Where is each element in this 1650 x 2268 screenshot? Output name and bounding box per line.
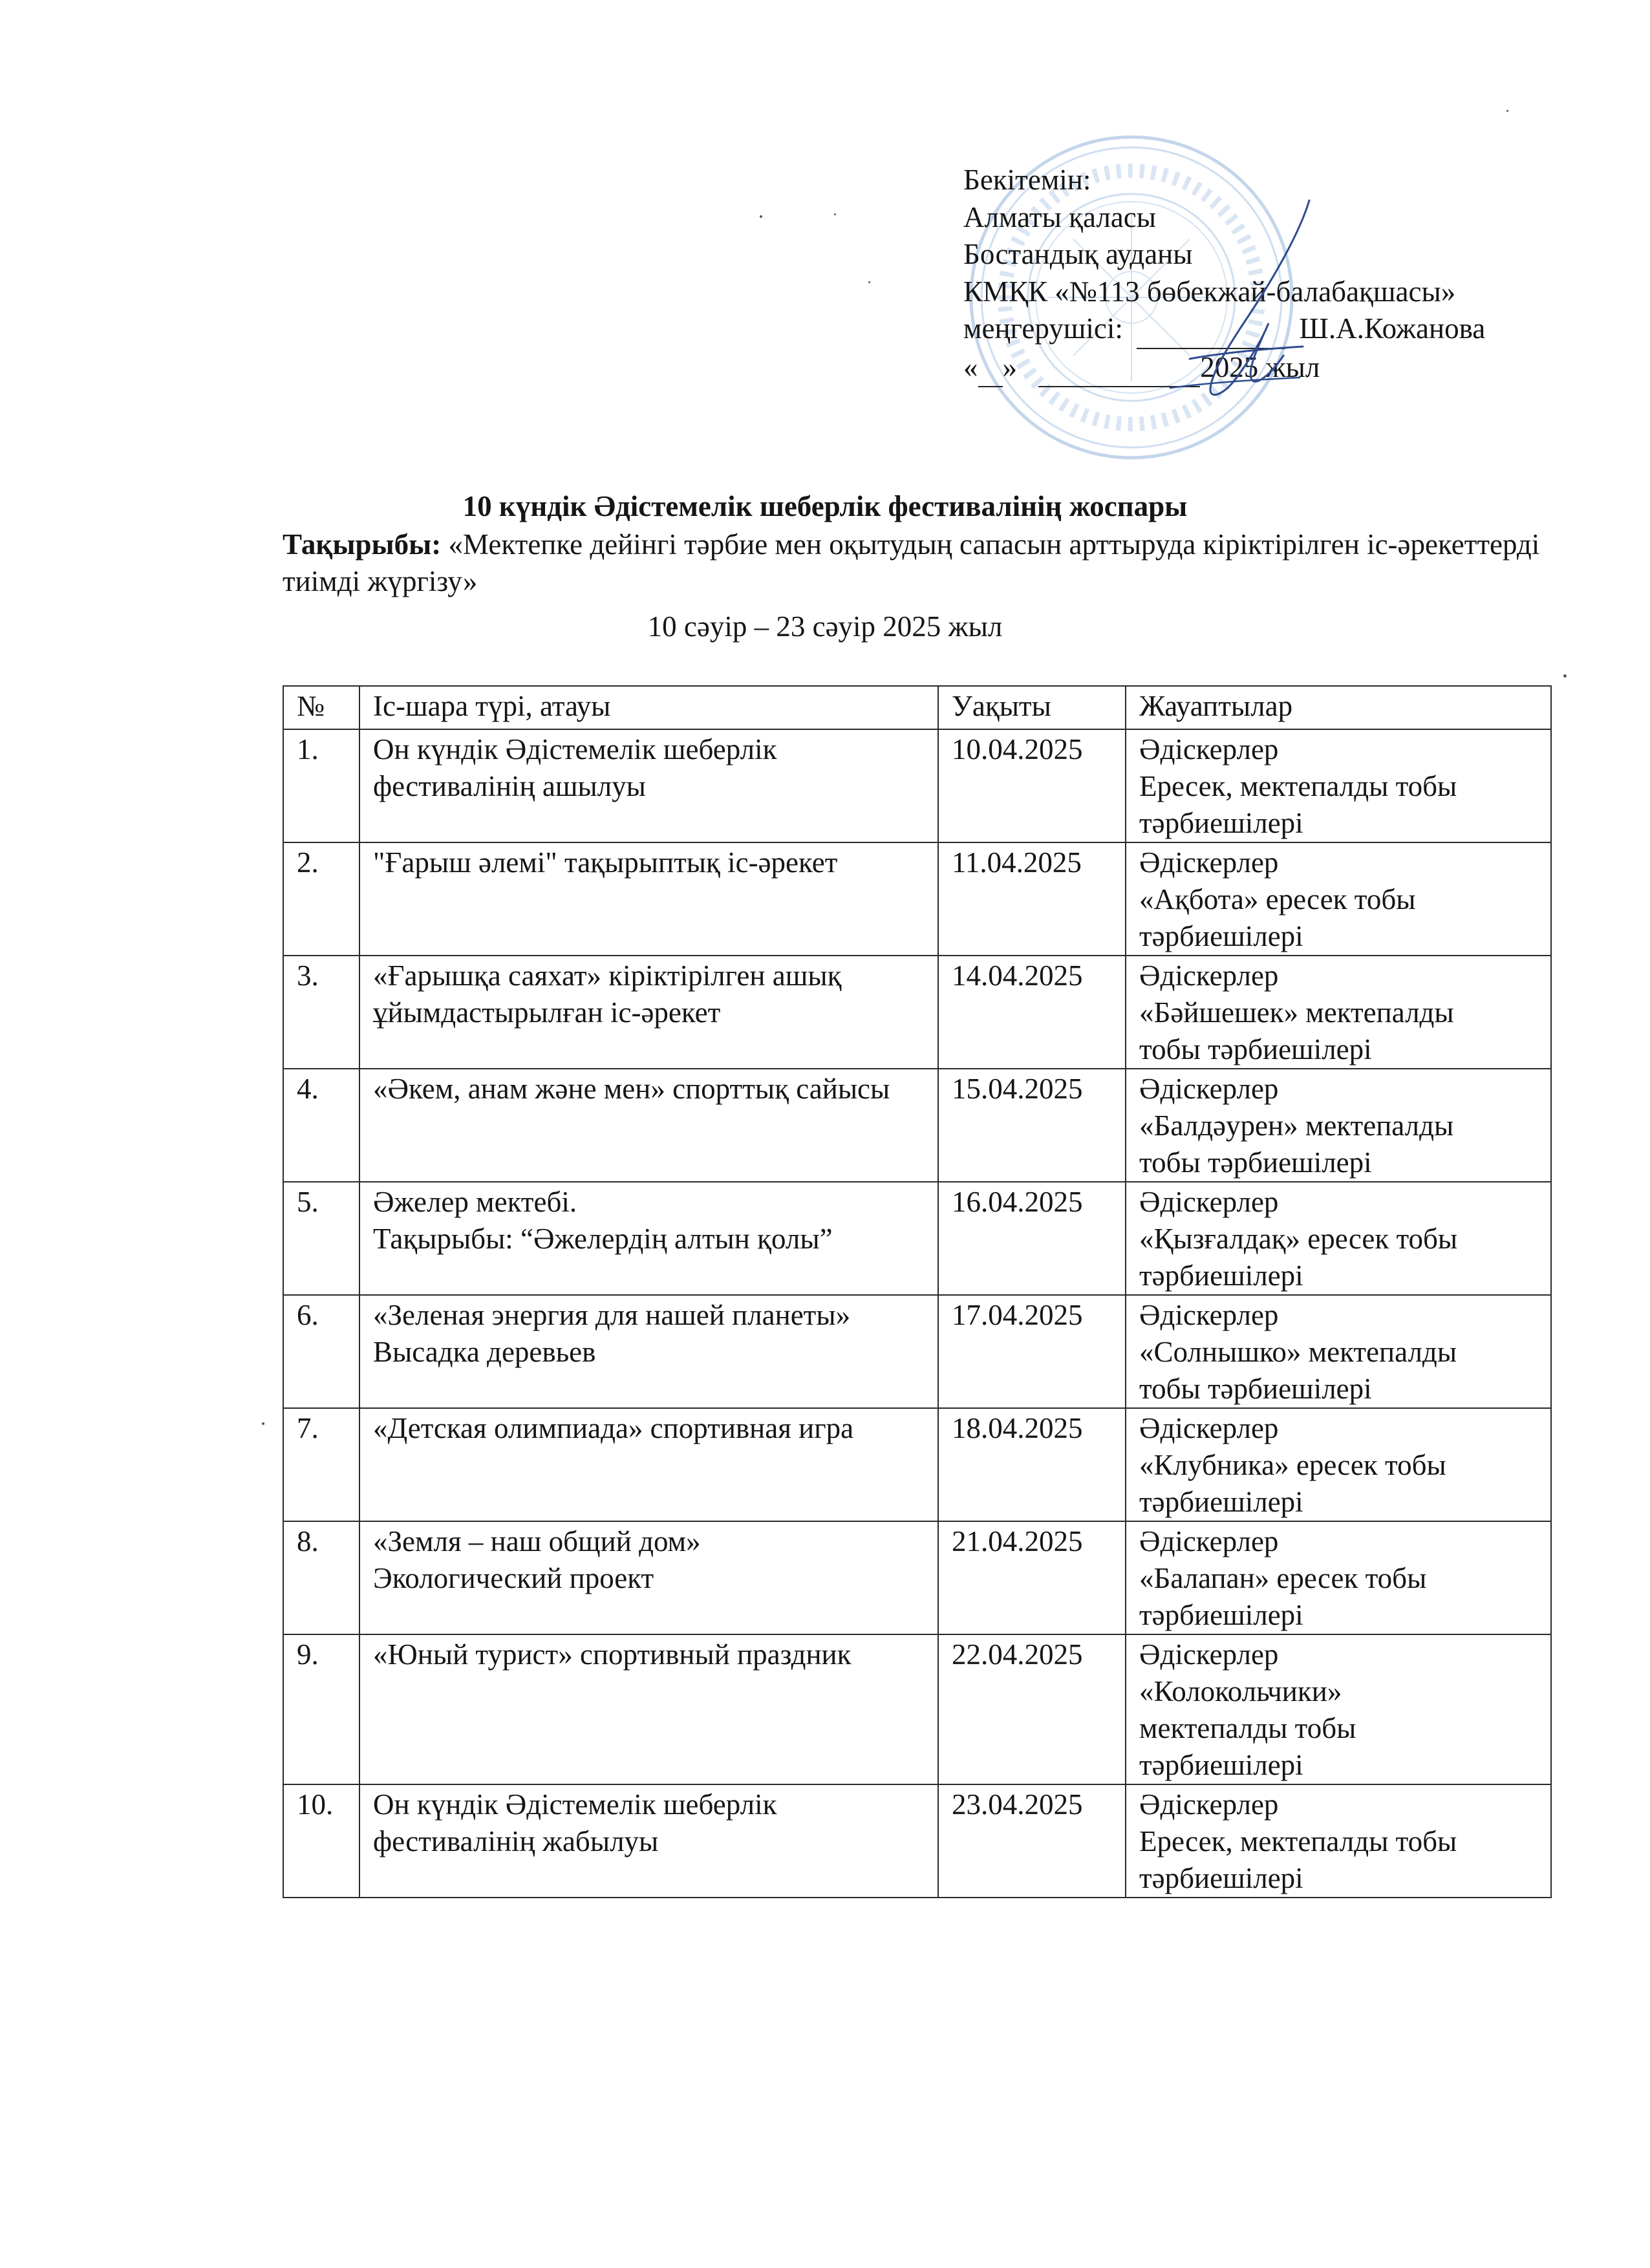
row-number: 8. [283, 1521, 359, 1634]
table-row [283, 1182, 1551, 1295]
head-name: Ш.А.Кожанова [1299, 312, 1486, 345]
event-date: 17.04.2025 [938, 1295, 1126, 1408]
row-number: 5. [283, 1182, 359, 1295]
event-name: «Юный турист» спортивный праздник [359, 1634, 938, 1784]
responsible-line: тобы тәрбиешілері [1139, 1373, 1372, 1405]
responsible-line: «Колокольчики» [1139, 1675, 1342, 1707]
table-row [283, 1069, 1551, 1182]
responsible-cell [1126, 1784, 1551, 1898]
responsible-cell [1126, 1521, 1551, 1634]
responsible-line: Ересек, мектепалды тобы [1139, 1825, 1457, 1857]
responsible-line: Ересек, мектепалды тобы [1139, 770, 1457, 802]
date-year: 2025 жыл [1200, 350, 1320, 383]
header-event: Іс-шара түрі, атауы [359, 686, 938, 729]
responsible-line: Әдіскерлер [1139, 1788, 1279, 1821]
event-name: «Земля – наш общий дом» Экологический проект [359, 1521, 938, 1634]
date-range: 10 сәуір – 23 сәуір 2025 жыл [647, 610, 1003, 643]
responsible-cell [1126, 1182, 1551, 1295]
responsible-line: тәрбиешілері [1139, 1862, 1303, 1894]
responsible-line: «Балапан» ересек тобы [1139, 1562, 1427, 1594]
topic-label: Тақырыбы: [283, 528, 442, 561]
table-row [283, 1521, 1551, 1634]
responsible-line: «Солнышко» мектепалды [1139, 1336, 1457, 1368]
header-responsible: Жауаптылар [1126, 686, 1551, 729]
plan-table [283, 685, 1552, 1898]
responsible-line: тәрбиешілері [1139, 920, 1303, 952]
scan-speck [868, 281, 870, 283]
event-date: 16.04.2025 [938, 1182, 1126, 1295]
row-number: 4. [283, 1069, 359, 1182]
table-body [283, 729, 1551, 1898]
responsible-cell [1126, 1634, 1551, 1784]
event-date: 11.04.2025 [938, 842, 1126, 956]
date-open-quote: « [963, 350, 978, 383]
document-title: 10 күндік Әдістемелік шеберлік фестивалінің жоспары [462, 490, 1188, 522]
responsible-line: «Клубника» ересек тобы [1139, 1449, 1446, 1481]
responsible-line: тәрбиешілері [1139, 1259, 1303, 1292]
responsible-line: «Бәйшешек» мектепалды [1139, 996, 1454, 1029]
responsible-line: тәрбиешілері [1139, 1486, 1303, 1518]
row-number: 3. [283, 956, 359, 1069]
scan-speck [760, 215, 762, 218]
responsible-line: «Ақбота» ересек тобы [1139, 883, 1416, 915]
event-name: «Детская олимпиада» спортивная игра [359, 1408, 938, 1521]
responsible-line: Әдіскерлер [1139, 846, 1279, 879]
table-row [283, 729, 1551, 842]
event-date: 14.04.2025 [938, 956, 1126, 1069]
responsible-cell [1126, 1295, 1551, 1408]
responsible-cell [1126, 956, 1551, 1069]
row-number: 10. [283, 1784, 359, 1898]
event-name: Әжелер мектебі. Тақырыбы: “Әжелердің алтын қолы” [359, 1182, 938, 1295]
scan-speck [1563, 674, 1567, 678]
row-number: 7. [283, 1408, 359, 1521]
responsible-line: мектепалды тобы [1139, 1712, 1356, 1744]
event-name: Он күндік Әдістемелік шеберлік фестивалінің жабылуы [359, 1784, 938, 1898]
event-date: 21.04.2025 [938, 1521, 1126, 1634]
approval-line: КМҚК «№113 бөбекжай-балабақшасы» [963, 275, 1456, 308]
row-number: 1. [283, 729, 359, 842]
responsible-cell [1126, 842, 1551, 956]
table-row [283, 1408, 1551, 1521]
responsible-line: тәрбиешілері [1139, 1749, 1303, 1781]
approval-line: Бекітемін: [963, 164, 1091, 196]
table-row [283, 1634, 1551, 1784]
event-name: «Әкем, анам және мен» спорттық сайысы [359, 1069, 938, 1182]
event-name: «Ғарышқа саяхат» кіріктірілген ашық ұйымдастырылған іс-әрекет [359, 956, 938, 1069]
responsible-cell [1126, 1069, 1551, 1182]
table-row [283, 1784, 1551, 1898]
responsible-line: Әдіскерлер [1139, 1638, 1279, 1671]
responsible-line: тобы тәрбиешілері [1139, 1033, 1372, 1065]
event-name: "Ғарыш әлемі" тақырыптық іс-әрекет [359, 842, 938, 956]
event-date: 18.04.2025 [938, 1408, 1126, 1521]
header-number: № [283, 686, 359, 729]
table-row [283, 842, 1551, 956]
table-row [283, 956, 1551, 1069]
approval-line: Бостандық ауданы [963, 238, 1193, 270]
event-date: 10.04.2025 [938, 729, 1126, 842]
responsible-line: тобы тәрбиешілері [1139, 1146, 1372, 1179]
header-date: Уақыты [938, 686, 1126, 729]
scan-speck [1506, 110, 1508, 112]
topic [283, 526, 1569, 600]
responsible-line: Әдіскерлер [1139, 1186, 1279, 1218]
date-close-quote: » [1002, 350, 1017, 383]
event-date: 23.04.2025 [938, 1784, 1126, 1898]
responsible-line: Әдіскерлер [1139, 733, 1279, 765]
event-date: 15.04.2025 [938, 1069, 1126, 1182]
event-name: «Зеленая энергия для нашей планеты» Высадка деревьев [359, 1295, 938, 1408]
responsible-line: «Балдәурен» мектепалды [1139, 1109, 1454, 1142]
responsible-line: Әдіскерлер [1139, 1299, 1279, 1331]
event-date: 22.04.2025 [938, 1634, 1126, 1784]
responsible-cell [1126, 1408, 1551, 1521]
responsible-line: тәрбиешілері [1139, 807, 1303, 839]
row-number: 9. [283, 1634, 359, 1784]
responsible-line: Әдіскерлер [1139, 1073, 1279, 1105]
topic-text: «Мектепке дейінгі тәрбие мен оқытудың сапасын арттыруда кіріктірілген іс-әрекеттерді тиімді жүргізу» [283, 528, 1540, 597]
responsible-line: «Қызғалдақ» ересек тобы [1139, 1223, 1458, 1255]
table-header-row [283, 686, 1551, 729]
scan-speck [262, 1422, 264, 1425]
scan-speck [834, 213, 836, 215]
approval-line: Алматы қаласы [963, 200, 1156, 233]
table-row [283, 1295, 1551, 1408]
day-blank [978, 349, 1003, 388]
head-label: меңгерушісі: [963, 312, 1123, 345]
responsible-line: Әдіскерлер [1139, 1525, 1279, 1557]
row-number: 6. [283, 1295, 359, 1408]
row-number: 2. [283, 842, 359, 956]
responsible-line: Әдіскерлер [1139, 959, 1279, 992]
responsible-line: тәрбиешілері [1139, 1599, 1303, 1631]
responsible-line: Әдіскерлер [1139, 1412, 1279, 1444]
event-name: Он күндік Әдістемелік шеберлік фестивалінің ашылуы [359, 729, 938, 842]
responsible-cell [1126, 729, 1551, 842]
signature [1151, 194, 1345, 414]
